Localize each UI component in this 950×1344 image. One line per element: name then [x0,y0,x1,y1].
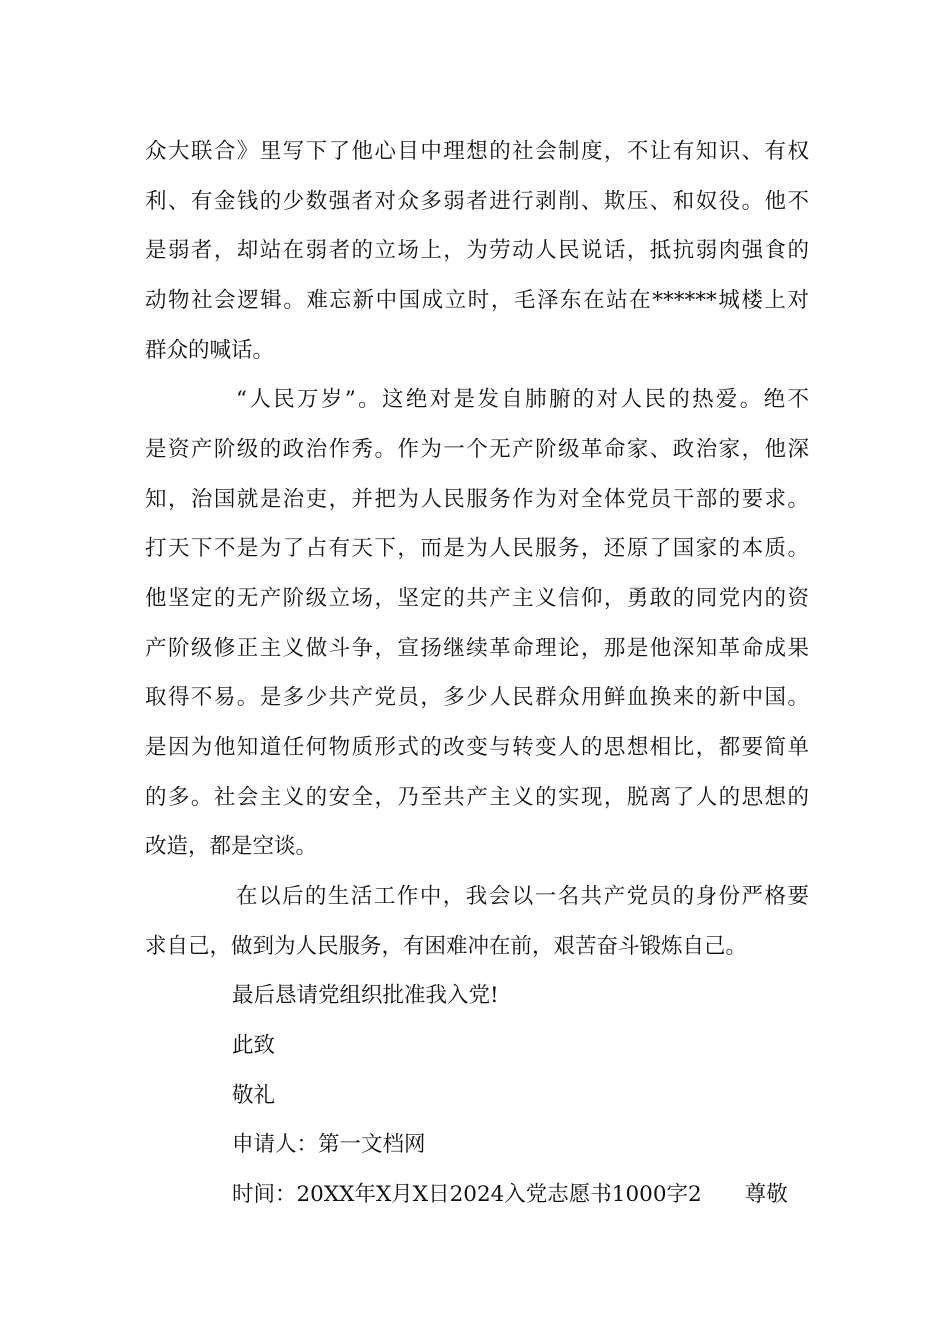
text-line: 取得不易。是多少共产党员，多少人民群众用鲜血换来的新中国。 [145,685,809,710]
text-line: 是资产阶级的政治作秀。作为一个无产阶级革命家、政治家，他深 [145,437,809,462]
text-line: 利、有金钱的少数强者对众多弱者进行剥削、欺压、和奴役。他不 [145,189,809,214]
request-line: 最后恳请党组织批准我入党! [232,983,499,1008]
text-line: 是因为他知道任何物质形式的改变与转变人的思想相比，都要简单 [145,735,809,760]
text-line: 动物社会逻辑。难忘新中国成立时，毛泽东在站在******城楼上对 [145,288,809,313]
text-line: 改造，都是空谈。 [145,834,318,859]
text-line: 产阶级修正主义做斗争，宣扬继续革命理论，那是他深知革命成果 [145,636,809,661]
text-line: 众大联合》里写下了他心目中理想的社会制度，不让有知识、有权 [145,139,809,164]
text-line: 打天下不是为了占有天下，而是为人民服务，还原了国家的本质。 [145,536,809,561]
text-line: 求自己，做到为人民服务，有困难冲在前，艰苦奋斗锻炼自己。 [145,934,748,959]
text-line: “人民万岁”。这绝对是发自肺腑的对人民的热爱。绝不 [236,387,809,412]
text-line: 的多。社会主义的安全，乃至共产主义的实现，脱离了人的思想的 [145,785,809,810]
salutation-line: 敬礼 [232,1083,276,1108]
text-line: 知，治国就是治吏，并把为人民服务作为对全体党员干部的要求。 [145,487,809,512]
text-line: 他坚定的无产阶级立场，坚定的共产主义信仰，勇敢的同党内的资 [145,586,809,611]
text-line: 群众的喊话。 [145,338,275,363]
salutation-line: 此致 [232,1033,276,1058]
text-line: 在以后的生活工作中，我会以一名共产党员的身份严格要 [236,884,809,909]
text-line: 是弱者，却站在弱者的立场上，为劳动人民说话，抵抗弱肉强食的 [145,238,809,263]
date-line: 时间：20XX年X月X日2024入党志愿书1000字2 尊敬 [232,1182,788,1207]
applicant-line: 申请人：第一文档网 [232,1132,426,1157]
